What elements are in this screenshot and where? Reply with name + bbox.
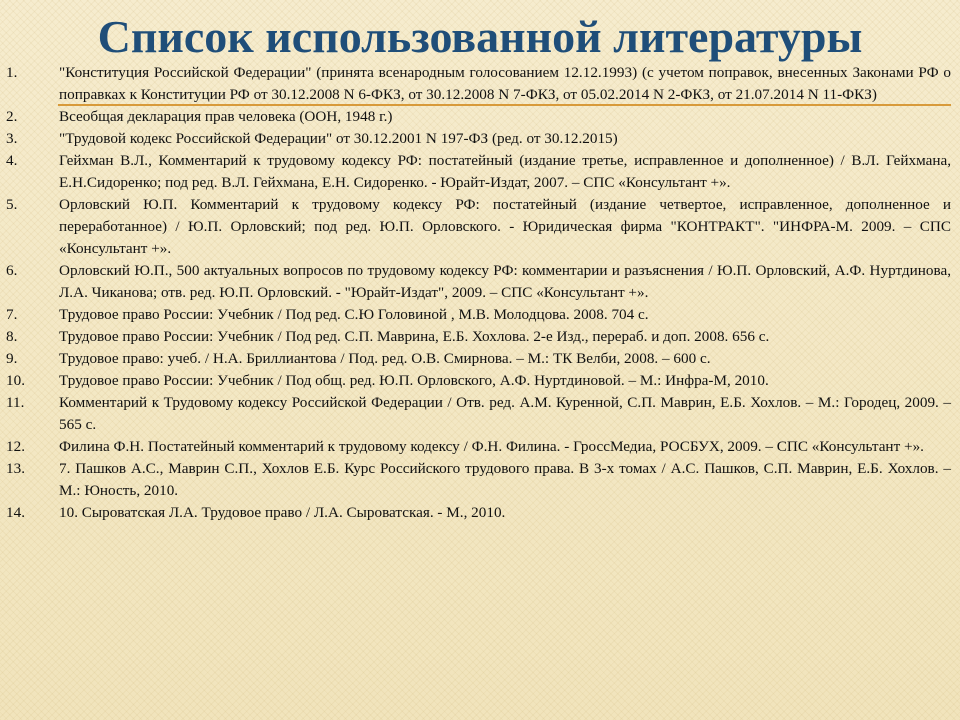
list-item [6, 62, 951, 106]
item-text: Гейхман В.Л., Комментарий к трудовому кодексу РФ: постатейный (издание третье, исправленное и дополненное) / В.Л. Гейхмана, Е.Н.Сидоренко; под ред. В.Л. Гейхмана, Е.Н. Сидоренко. - Юрайт-Издат, 2007. – СПС «Консультант +». [59, 152, 951, 191]
list-item [6, 304, 951, 326]
item-number: 3. [6, 130, 18, 147]
list-item [6, 436, 951, 458]
item-number: 14. [6, 504, 25, 521]
item-text: Орловский Ю.П., 500 актуальных вопросов по трудовому кодексу РФ: комментарии и разъяснения / Ю.П. Орловский, А.Ф. Нуртдинова, Л.А. Чиканова; отв. ред. Ю.П. Орловский. - "Юрайт-Издат", 2009. – СПС «Консультант +». [59, 262, 951, 301]
item-number: 13. [6, 460, 25, 477]
item-text: Трудовое право России: Учебник / Под ред. С.Ю Головиной , М.В. Молодцова. 2008. 704 с. [59, 306, 649, 323]
item-number: 4. [6, 152, 18, 169]
list-item [6, 150, 951, 194]
list-item [6, 392, 951, 436]
item-text: Трудовое право России: Учебник / Под общ. ред. Ю.П. Орловского, А.Ф. Нуртдиновой. – М.: Инфра-М, 2010. [59, 372, 769, 389]
item-text: Орловский Ю.П. Комментарий к трудовому кодексу РФ: постатейный (издание четвертое, исправленное, дополненное и переработанное) / Ю.П. Орловский; под ред. Ю.П. Орловского. - Юридическая фирма "КОНТРАКТ". "ИНФРА-М. 2009. – СПС «Консультант +». [59, 196, 951, 257]
item-number: 2. [6, 108, 18, 125]
item-number: 5. [6, 196, 18, 213]
item-number: 11. [6, 394, 25, 411]
list-item [6, 326, 951, 348]
list-item [6, 260, 951, 304]
item-number: 10. [6, 372, 25, 389]
item-text: Комментарий к Трудовому кодексу Российской Федерации / Отв. ред. А.М. Куренной, С.П. Маврин, Е.Б. Хохлов. – М.: Городец, 2009. – 565 с. [59, 394, 951, 433]
item-text: Всеобщая декларация прав человека (ООН, 1948 г.) [59, 108, 393, 125]
item-number: 7. [6, 306, 18, 323]
list-item [6, 370, 951, 392]
item-text: "Трудовой кодекс Российской Федерации" от 30.12.2001 N 197-ФЗ (ред. от 30.12.2015) [59, 130, 618, 147]
item-text: Филина Ф.Н. Постатейный комментарий к трудовому кодексу / Ф.Н. Филина. - ГроссМедиа, РОСБУХ, 2009. – СПС «Консультант +». [59, 438, 924, 455]
list-item [6, 458, 951, 502]
list-item [6, 128, 951, 150]
page-title: Список использованной литературы [97, 11, 863, 62]
reference-list [6, 62, 951, 524]
item-text: 10. Сыроватская Л.А. Трудовое право / Л.А. Сыроватская. - М., 2010. [59, 504, 506, 521]
item-text: Трудовое право: учеб. / Н.А. Бриллиантова / Под. ред. О.В. Смирнова. – М.: ТК Велби, 2008. – 600 с. [59, 350, 711, 367]
item-number: 9. [6, 350, 18, 367]
item-number: 8. [6, 328, 18, 345]
item-number: 12. [6, 438, 25, 455]
list-item [6, 348, 951, 370]
item-number: 1. [6, 64, 18, 81]
item-number: 6. [6, 262, 18, 279]
list-item [6, 106, 951, 128]
item-text: "Конституция Российской Федерации" (принята всенародным голосованием 12.12.1993) (с учетом поправок, внесенных Законами РФ о поправках к Конституции РФ от 30.12.2008 N 6-ФКЗ, от 30.12.2008 N 7-ФКЗ, от 05.02.2014 N 2-ФКЗ, от 21.07.2014 N 11-ФКЗ) [59, 64, 951, 103]
item-text: Трудовое право России: Учебник / Под ред. С.П. Маврина, Е.Б. Хохлова. 2-е Изд., перераб. и доп. 2008. 656 с. [59, 328, 770, 345]
item-text: 7. Пашков А.С., Маврин С.П., Хохлов Е.Б. Курс Российского трудового права. В 3-х томах / А.С. Пашков, С.П. Маврин, Е.Б. Хохлов. – М.: Юность, 2010. [59, 460, 951, 499]
list-item [6, 194, 951, 260]
list-item [6, 502, 951, 524]
